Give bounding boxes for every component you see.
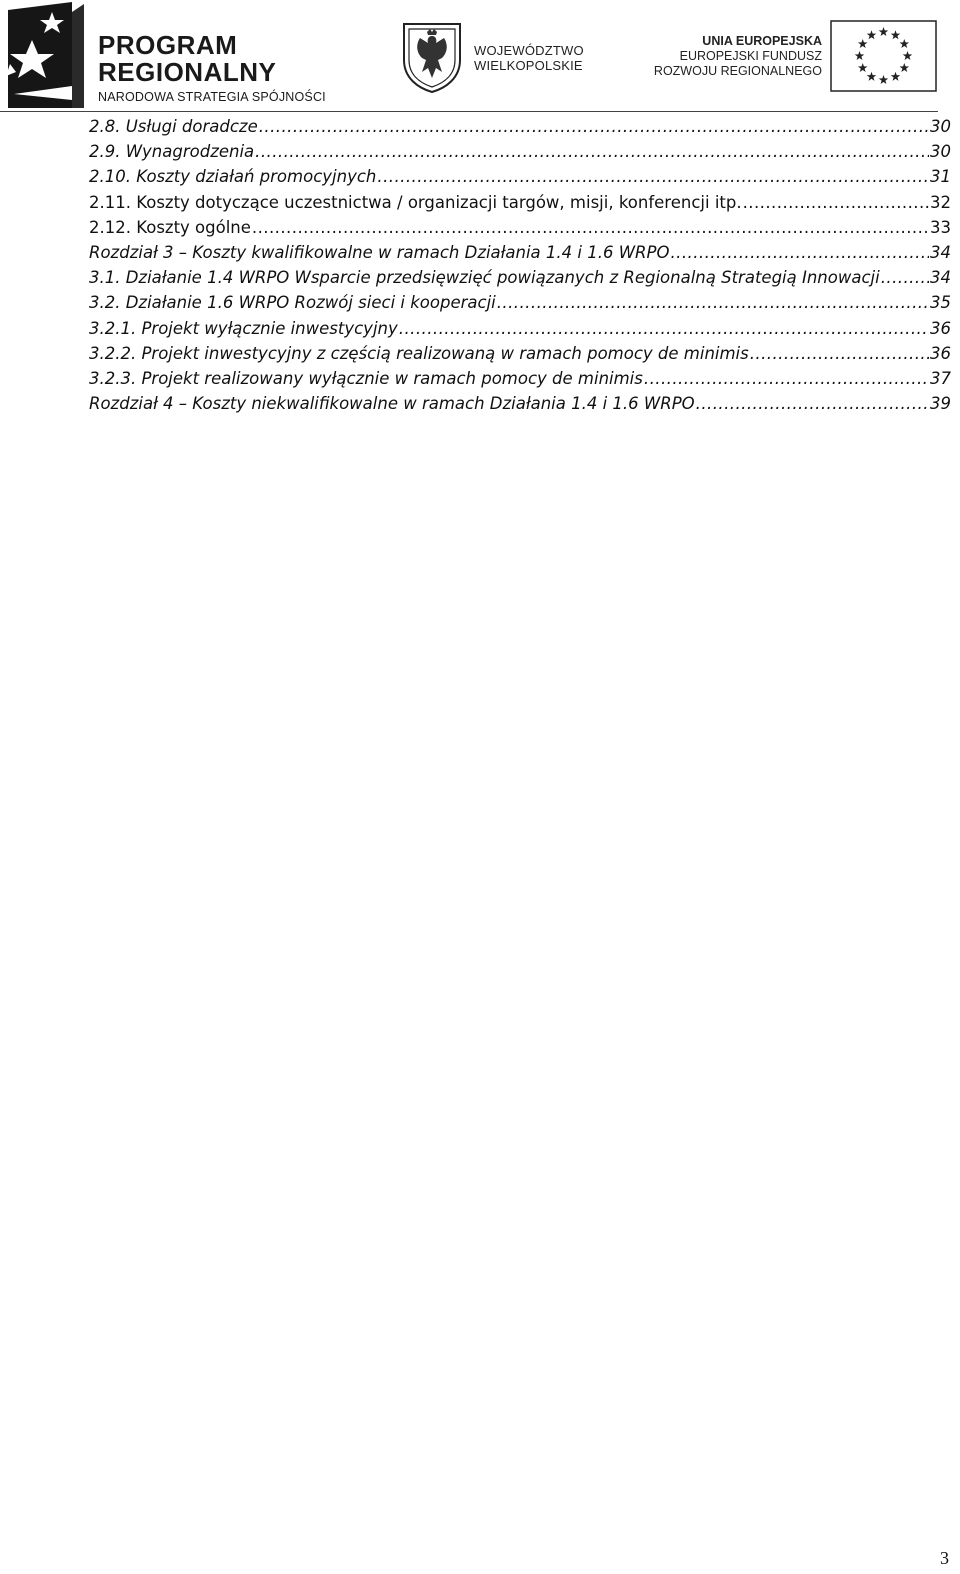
toc-entry-page: 30: [930, 142, 951, 162]
toc-entry-title: 3.2.3. Projekt realizowany wyłącznie w ramach pomocy de minimis: [89, 368, 643, 388]
toc-entry[interactable]: [89, 215, 951, 240]
toc-entry-title: 3.1. Działanie 1.4 WRPO Wsparcie przedsięwzięć powiązanych z Regionalną Strategią Innowacji: [89, 268, 880, 288]
toc-entry[interactable]: [89, 316, 951, 341]
toc-leader-dots: [377, 164, 929, 189]
eagle-coat-of-arms-icon: [400, 20, 464, 94]
toc-entry-page: 37: [930, 368, 951, 388]
toc-leader-dots: [670, 240, 929, 265]
page-number: 3: [940, 1548, 949, 1568]
toc-entry-title: 2.12. Koszty ogólne: [89, 217, 251, 237]
toc-entry[interactable]: [89, 190, 951, 215]
toc-entry-page: 30: [930, 117, 951, 136]
toc-leader-dots: [750, 341, 929, 366]
toc-entry[interactable]: [89, 290, 951, 315]
toc-entry-page: 39: [930, 394, 951, 414]
eu-flag: [830, 20, 937, 92]
eu-stars-flag-icon: [830, 20, 937, 92]
toc-entry-page: 31: [930, 167, 951, 187]
program-regionalny-logo: [2, 2, 332, 108]
toc-leader-dots: [881, 265, 929, 290]
program-regionalny-logo-icon: [2, 2, 98, 108]
toc-entry-title: 3.2. Działanie 1.6 WRPO Rozwój sieci i kooperacji: [89, 293, 496, 313]
toc-entry-title: Rozdział 3 – Koszty kwalifikowalne w ramach Działania 1.4 i 1.6 WRPO: [89, 242, 670, 262]
eu-fund-label: [640, 34, 822, 79]
toc-leader-dots: [497, 290, 929, 315]
toc-entry-page: 32: [930, 192, 951, 212]
wojewodztwo-label: [474, 43, 584, 73]
toc-leader-dots: [644, 366, 929, 391]
toc-entry-title: 2.8. Usługi doradcze: [89, 117, 258, 136]
toc-entry-title: 2.9. Wynagrodzenia: [89, 142, 255, 162]
toc-entry-page: 36: [930, 318, 951, 338]
eu-line2: EUROPEJSKI FUNDUSZ: [679, 49, 822, 63]
page-header: [0, 0, 960, 114]
table-of-contents: [89, 114, 951, 416]
toc-leader-dots: [743, 190, 929, 215]
toc-entry[interactable]: [89, 341, 951, 366]
program-label: PROGRAM: [98, 30, 238, 60]
toc-entry-title: Rozdział 4 – Koszty niekwalifikowalne w ramach Działania 1.4 i 1.6 WRPO: [89, 394, 695, 414]
toc-entry-page: 35: [930, 293, 951, 313]
wojewodztwo-line2: WIELKOPOLSKIE: [474, 58, 583, 73]
toc-entry[interactable]: [89, 139, 951, 164]
header-divider: [0, 111, 938, 112]
eu-line1: UNIA EUROPEJSKA: [702, 34, 822, 48]
toc-leader-dots: [252, 215, 929, 240]
toc-entry[interactable]: [89, 164, 951, 189]
toc-entry[interactable]: [89, 114, 951, 139]
toc-entry[interactable]: [89, 265, 951, 290]
toc-entry-page: 36: [930, 343, 951, 363]
wojewodztwo-line1: WOJEWÓDZTWO: [474, 43, 584, 58]
regionalny-label: REGIONALNY: [98, 57, 277, 87]
eu-line3: ROZWOJU REGIONALNEGO: [653, 64, 822, 78]
toc-entry-title: 3.2.1. Projekt wyłącznie inwestycyjny: [89, 318, 398, 338]
toc-entry-title: 2.10. Koszty działań promocyjnych: [89, 167, 377, 187]
strategia-label: NARODOWA STRATEGIA SPÓJNOŚCI: [98, 90, 326, 104]
toc-entry-title: 3.2.2. Projekt inwestycyjny z częścią realizowaną w ramach pomocy de minimis: [89, 343, 749, 363]
toc-entry[interactable]: [89, 391, 951, 416]
toc-entry[interactable]: [89, 240, 951, 265]
toc-entry-page: 33: [930, 217, 951, 237]
toc-entry-page: 34: [930, 242, 951, 262]
toc-entry-title: 2.11. Koszty dotyczące uczestnictwa / organizacji targów, misji, konferencji itp.: [89, 192, 742, 212]
toc-entry-page: 34: [930, 268, 951, 288]
toc-leader-dots: [399, 316, 929, 341]
toc-leader-dots: [696, 391, 929, 416]
toc-leader-dots: [255, 139, 929, 164]
toc-entry[interactable]: [89, 366, 951, 391]
wojewodztwo-crest: [400, 20, 470, 94]
toc-leader-dots: [259, 114, 929, 139]
